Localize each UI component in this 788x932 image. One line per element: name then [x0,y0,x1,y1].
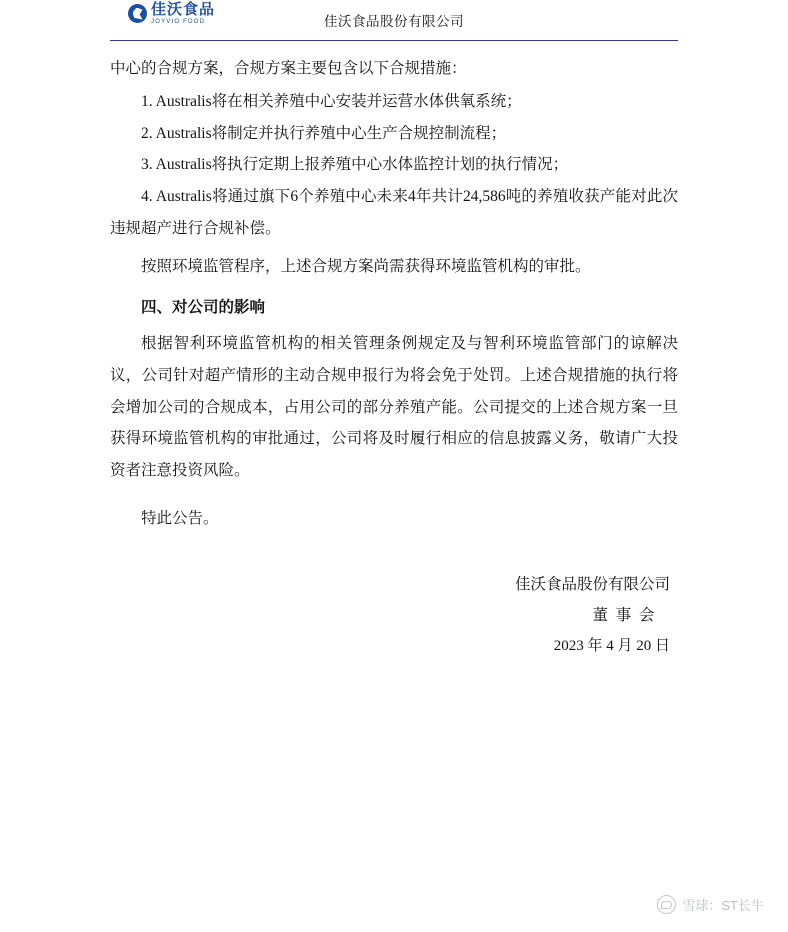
document-header [110,0,678,41]
snowball-icon [657,895,676,914]
lead-paragraph: 中心的合规方案，合规方案主要包含以下合规措施： [110,60,467,77]
measure-item-4: 4. Australis将通过旗下6个养殖中心未来4年共计24,586吨的养殖收获产能对此次违规超产进行合规补偿。 [110,188,678,237]
impact-paragraph: 根据智利环境监管机构的相关管理条例规定及与智利环境监管部门的谅解决议，公司针对超产情形的主动合规申报行为将会免于处罚。上述合规措施的执行将会增加公司的合规成本，占用公司的部分养殖产能。公司提交的上述合规方案一旦获得环境监管机构的审批通过，公司将及时履行相应的信息披露义务，敬请广大投资者注意投资风险。 [110,335,678,480]
signature-block [110,569,678,661]
page-title: 佳沃食品股份有限公司 [324,14,464,29]
signature-board: 董事会 [592,606,663,624]
measure-item-2: 2. Australis将制定并执行养殖中心生产合规控制流程； [141,124,507,142]
measure-item-3: 3. Australis将执行定期上报养殖中心水体监控计划的执行情况； [141,156,569,174]
section-heading-four: 四、对公司的影响 [141,299,266,317]
watermark [657,895,764,914]
watermark-text: 雪球：ST长牛 [682,898,764,913]
logo-name-cn: 佳沃食品 [151,1,216,18]
logo-text [151,2,215,25]
logo-name-en: JOYVIO FOOD [151,19,206,25]
leaf-icon [128,4,147,23]
company-logo [128,2,215,25]
approval-paragraph: 按照环境监管程序，上述合规方案尚需获得环境监管机构的审批。 [141,257,591,275]
measure-item-1: 1. Australis将在相关养殖中心安装并运营水体供氧系统； [141,92,522,110]
document-body [110,41,678,661]
signature-date: 2023 年 4 月 20 日 [553,637,670,654]
closing-paragraph: 特此公告。 [141,509,219,527]
signature-company: 佳沃食品股份有限公司 [514,575,670,593]
